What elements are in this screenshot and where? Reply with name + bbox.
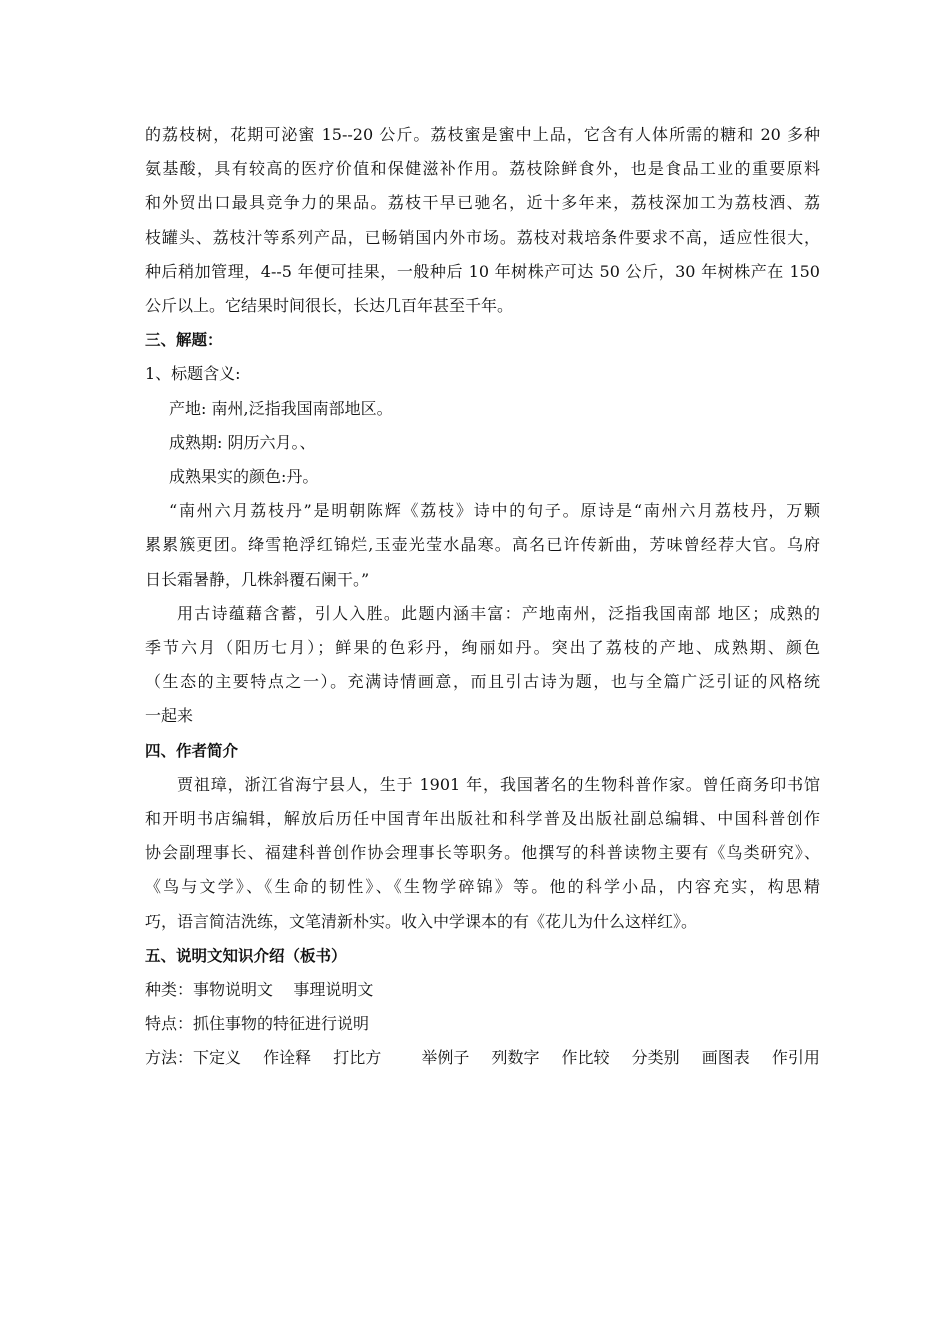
text-line: 的荔枝树，花期可泌蜜 15--20 公斤。荔枝蜜是蜜中上品，它含有人体所需的糖和 20 多种	[145, 125, 820, 144]
text-line: （生态的主要特点之一）。充满诗情画意，而且引古诗为题，也与全篇广泛引证的风格统	[145, 672, 820, 692]
method-item: 举例子	[421, 1048, 470, 1068]
text-line: 和开明书店编辑，解放后历任中国青年出版社和科学普及出版社副总编辑、中国科普创作	[145, 809, 820, 829]
intro-paragraph	[145, 118, 820, 323]
section-heading-3: 三、解题：	[145, 331, 223, 350]
section-heading-5: 五、说明文知识介绍（板书）	[145, 946, 347, 965]
method-item: 作比较	[561, 1048, 610, 1068]
section-heading-4: 四、作者简介	[145, 741, 239, 760]
document-content	[145, 118, 820, 1076]
methods-label: 方法：下定义	[145, 1048, 242, 1068]
text-line: 季节六月（阳历七月）；鲜果的色彩丹，绚丽如丹。突出了荔枝的产地、成熟期、颜色	[145, 638, 820, 658]
detail-ripening: 成熟期: 阴历六月。、	[169, 432, 316, 452]
poem-paragraph	[145, 494, 820, 597]
method-item: 作引用	[771, 1048, 820, 1068]
text-line: 种后稍加管理，4--5 年便可挂果，一般种后 10 年树株产可达 50 公斤，30 年树株产在 150	[145, 261, 820, 281]
text-line: 《鸟与文学》、《生命的韧性》、《生物学碎锦》等。他的科学小品，内容充实，构思精	[145, 877, 820, 897]
text-line: 协会副理事长、福建科普创作协会理事长等职务。他撰写的科普读物主要有《鸟类研究》、	[145, 843, 820, 863]
author-paragraph	[145, 768, 820, 939]
analysis-paragraph	[145, 597, 820, 734]
method-item: 画图表	[701, 1048, 750, 1068]
text-line: 贾祖璋，浙江省海宁县人，生于 1901 年，我国著名的生物科普作家。曾任商务印书馆	[177, 774, 820, 794]
text-line: 用古诗蕴藉含蓄，引人入胜。此题内涵丰富：产地南州，泛指我国南部 地区；成熟的	[177, 603, 820, 623]
detail-origin: 产地: 南州,泛指我国南部地区。	[169, 398, 393, 418]
text-line: 一起来	[145, 706, 194, 726]
features-line: 特点：抓住事物的特征进行说明	[145, 1014, 370, 1034]
text-line: 公斤以上。它结果时间很长，长达几百年甚至千年。	[145, 296, 514, 316]
method-item: 作诠释	[263, 1048, 312, 1068]
text-line: “南州六月荔枝丹”是明朝陈辉《荔枝》诗中的句子。原诗是“南州六月荔枝丹，万颗	[169, 501, 820, 521]
method-item: 分类别	[631, 1048, 680, 1068]
types-line: 种类：事物说明文 事理说明文	[145, 980, 374, 1000]
text-line: 和外贸出口最具竞争力的果品。荔枝干早已驰名，近十多年来，荔枝深加工为荔枝酒、荔	[145, 193, 820, 213]
text-line: 日长霜暑静，几株斜覆石阑干。”	[145, 569, 370, 589]
methods-line	[145, 1041, 820, 1075]
method-item: 列数字	[491, 1048, 540, 1068]
detail-color: 成熟果实的颜色:丹。	[169, 467, 319, 487]
text-line: 累累簇更团。绛雪艳浮红锦烂,玉壶光莹水晶寒。高名已许传新曲，芳味曾经荐大官。乌府	[145, 535, 820, 555]
method-item: 打比方	[333, 1048, 382, 1068]
text-line: 氨基酸，具有较高的医疗价值和保健滋补作用。荔枝除鲜食外，也是食品工业的重要原料	[145, 159, 820, 179]
text-line: 巧，语言简洁洗练，文笔清新朴实。收入中学课本的有《花儿为什么这样红》。	[145, 911, 698, 931]
list-item-1: 1、标题含义:	[145, 364, 241, 384]
text-line: 枝罐头、荔枝汁等系列产品，已畅销国内外市场。荔枝对栽培条件要求不高，适应性很大，	[145, 227, 820, 247]
